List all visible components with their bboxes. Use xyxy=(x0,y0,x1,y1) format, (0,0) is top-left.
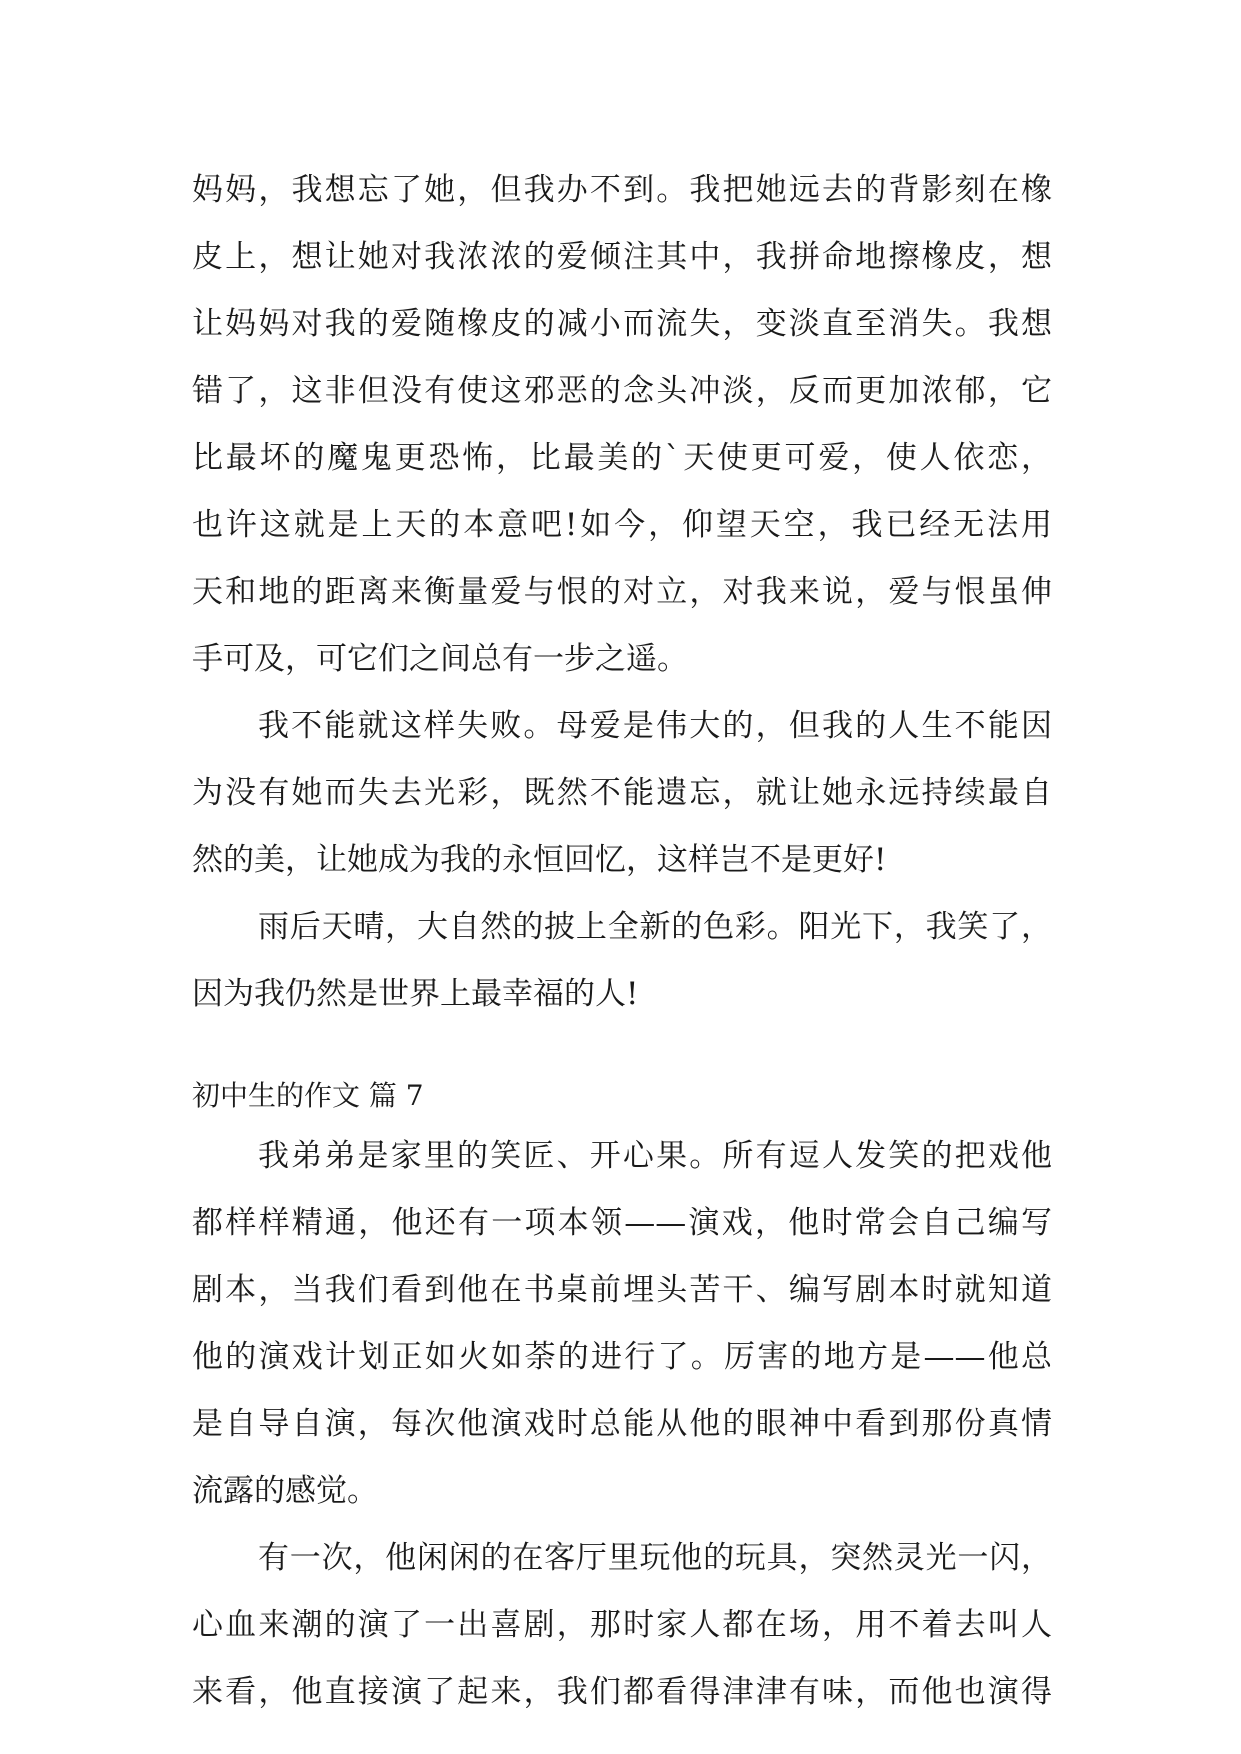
text-line: 手可及，可它们之间总有一步之遥。 xyxy=(192,641,688,677)
text-line: 让妈妈对我的爱随橡皮的减小而流失，变淡直至消失。我想 xyxy=(192,306,1052,342)
text-line: 有一次，他闲闲的在客厅里玩他的玩具，突然灵光一闪， xyxy=(258,1540,1052,1576)
text-line: 然的美，让她成为我的永恒回忆，这样岂不是更好! xyxy=(192,842,887,878)
text-line: 心血来潮的演了一出喜剧，那时家人都在场，用不着去叫人 xyxy=(192,1607,1052,1643)
text-line: 剧本，当我们看到他在书桌前埋头苦干、编写剧本时就知道 xyxy=(192,1272,1052,1308)
text-line: 都样样精通，他还有一项本领——演戏，他时常会自己编写 xyxy=(192,1205,1052,1241)
text-line: 妈妈，我想忘了她，但我办不到。我把她远去的背影刻在橡 xyxy=(192,172,1052,208)
section-heading: 初中生的作文 篇 7 xyxy=(192,1079,424,1112)
text-line: 错了，这非但没有使这邪恶的念头冲淡，反而更加浓郁，它 xyxy=(192,373,1052,409)
text-line: 是自导自演，每次他演戏时总能从他的眼神中看到那份真情 xyxy=(192,1406,1052,1442)
text-line: 天和地的距离来衡量爱与恨的对立，对我来说，爱与恨虽伸 xyxy=(192,574,1052,610)
text-line: 比最坏的魔鬼更恐怖，比最美的`天使更可爱，使人依恋， xyxy=(192,440,1052,476)
text-line: 因为我仍然是世界上最幸福的人! xyxy=(192,976,639,1012)
text-line: 也许这就是上天的本意吧!如今，仰望天空，我已经无法用 xyxy=(192,507,1052,543)
text-line: 流露的感觉。 xyxy=(192,1473,378,1509)
text-line: 雨后天晴，大自然的披上全新的色彩。阳光下，我笑了， xyxy=(258,909,1052,945)
text-line: 皮上，想让她对我浓浓的爱倾注其中，我拼命地擦橡皮，想 xyxy=(192,239,1052,275)
text-line: 来看，他直接演了起来，我们都看得津津有味，而他也演得 xyxy=(192,1674,1052,1710)
text-line: 我不能就这样失败。母爱是伟大的，但我的人生不能因 xyxy=(258,708,1052,744)
text-line: 为没有她而失去光彩，既然不能遗忘，就让她永远持续最自 xyxy=(192,775,1052,811)
text-line: 我弟弟是家里的笑匠、开心果。所有逗人发笑的把戏他 xyxy=(258,1138,1052,1174)
text-line: 他的演戏计划正如火如荼的进行了。厉害的地方是——他总 xyxy=(192,1339,1052,1375)
